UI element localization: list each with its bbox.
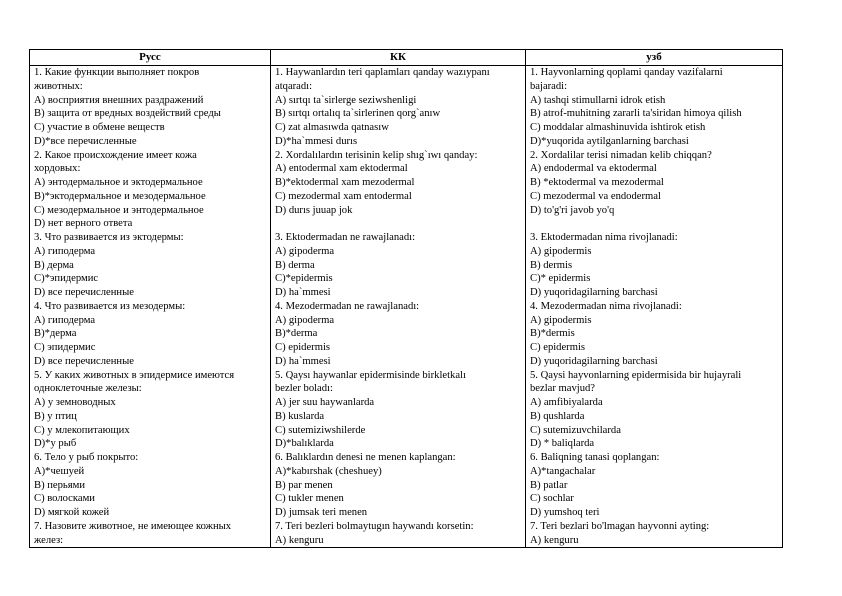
text-line: B) atrof-muhitning zararli ta'siridan himoya qilish — [530, 108, 742, 120]
text-line: С) эпидермис — [34, 342, 96, 353]
text-line: 7. Teri bezleri bolmaytugın haywandı korsetin: — [275, 520, 474, 532]
text-line: B)*ektodermal xam mezodermal — [275, 177, 415, 188]
text-line: A) endodermal va ektodermal — [530, 163, 657, 175]
text-line: D) yuqoridagilarning barchasi — [530, 287, 658, 298]
text-line: C)*epidermis — [275, 273, 333, 285]
text-line: В)*дерма — [34, 328, 77, 340]
text-line: С) волосками — [34, 493, 95, 505]
text-line: А) гиподерма — [34, 314, 96, 326]
text-line: D) ha`mmesi — [275, 287, 331, 298]
header-row — [30, 50, 783, 66]
content-row — [30, 66, 783, 548]
header-karakalpak: КК — [271, 50, 526, 66]
text-line: D) ha`mmesi — [275, 355, 331, 367]
text-line: С) у млекопитающих — [34, 424, 130, 436]
text-line: C) sutemizuvchilarda — [530, 424, 621, 436]
text-line: A) tashqi stimullarni idrok etish — [530, 94, 666, 106]
text-line: 1. Какие функции выполняет покров — [34, 67, 200, 78]
text-line: D)*все перечисленные — [34, 135, 137, 147]
header-russian: Русс — [30, 50, 271, 66]
text-line: А)*чешуей — [34, 465, 85, 477]
text-line: D) durıs juuap jok — [275, 204, 353, 216]
text-line: 6. Balıklardın denesi ne menen kaplangan: — [275, 452, 456, 463]
text-line: 1. Hayvonlarning qoplami qanday vazifalarni — [530, 67, 723, 78]
text-line: 3. Ektodermadan ne rawajlanadı: — [275, 232, 416, 243]
text-line: C) tukler menen — [275, 493, 344, 505]
text-line: A) gipoderma — [275, 314, 335, 326]
text-line: D) все перечисленные — [34, 287, 134, 298]
text-line: D) нет верного ответа — [34, 218, 133, 230]
text-line: D) to'g'ri javob yo'q — [530, 204, 615, 216]
text-line: C) sochlar — [530, 493, 574, 505]
uzbek-column — [526, 66, 783, 548]
text-line: D)*ha`mmesi durıs — [275, 135, 358, 147]
text-line: bezlar mavjud? — [530, 383, 596, 395]
text-line: B) *ektodermal va mezodermal — [530, 177, 664, 188]
text-line — [275, 217, 521, 231]
text-line: хордовых: — [34, 163, 81, 175]
text-line: D) мягкой кожей — [34, 507, 110, 518]
text-line: 2. Какое происхождение имеет кожа — [34, 149, 197, 161]
text-line: B) patlar — [530, 479, 568, 491]
text-line: В) у птиц — [34, 410, 77, 422]
text-line: A)*kabırshak (cheshuey) — [275, 465, 382, 477]
text-line: А) у земноводных — [34, 397, 116, 408]
text-line: А) энтодермальное и эктодермальное — [34, 177, 203, 188]
text-line: D) * baliqlarda — [530, 438, 595, 450]
text-line: C)* epidermis — [530, 273, 591, 285]
text-line: C) epidermis — [530, 342, 586, 353]
text-line: A) gipodermis — [530, 314, 592, 326]
text-line: С) участие в обмене веществ — [34, 122, 165, 133]
text-line: A) jer suu haywanlarda — [275, 397, 375, 408]
text-line: В) дерма — [34, 259, 74, 271]
text-line: В) перьями — [34, 479, 85, 491]
quiz-table — [29, 49, 783, 548]
text-line: bezler boladı: — [275, 383, 333, 395]
text-line: 3. Ektodermadan nima rivojlanadi: — [530, 232, 678, 243]
text-line: A) gipoderma — [275, 245, 335, 257]
text-line: 5. Qaysi hayvonlarning epidermisida bir hujayrali — [530, 369, 742, 381]
text-line: А) гиподерма — [34, 245, 96, 257]
text-line: C) moddalar almashinuvida ishtirok etish — [530, 122, 706, 133]
text-line: atqaradı: — [275, 80, 313, 92]
russian-column — [30, 66, 271, 548]
text-line: A)*tangachalar — [530, 465, 596, 477]
text-line: A) sırtqı ta`sirlerge seziwshenligi — [275, 94, 417, 106]
text-line: 6. Тело у рыб покрыто: — [34, 452, 139, 463]
text-line: D) jumsak teri menen — [275, 507, 368, 518]
text-line: B) derma — [275, 259, 315, 271]
text-line: В)*эктодермальное и мезодермальное — [34, 190, 206, 202]
text-line: D) все перечисленные — [34, 355, 134, 367]
text-line: 4. Mezodermadan nima rivojlanadi: — [530, 300, 682, 312]
text-line: B) par menen — [275, 479, 333, 491]
text-line: A) gipodermis — [530, 245, 592, 257]
text-line: D)*yuqorida aytilganlarning barchasi — [530, 135, 689, 147]
text-line: C) epidermis — [275, 342, 331, 353]
text-line: B)*derma — [275, 328, 318, 340]
text-line: B) kuslarda — [275, 410, 325, 422]
text-line: bajaradi: — [530, 80, 568, 92]
text-line: 7. Назовите животное, не имеющее кожных — [34, 520, 232, 532]
text-line: 6. Baliqning tanasi qoplangan: — [530, 452, 660, 463]
text-line: 4. Что развивается из мезодермы: — [34, 300, 186, 312]
text-line: A) entodermal xam ektodermal — [275, 163, 408, 175]
text-line: A) kenguru — [275, 534, 324, 546]
text-line: С) мезодермальное и энтодермальное — [34, 204, 204, 216]
text-line: 5. Qaysı haywanlar epidermisinde birkletkalı — [275, 369, 466, 381]
text-line: 7. Teri bezlari bo'lmagan hayvonni ayting: — [530, 520, 710, 532]
karakalpak-column — [271, 66, 526, 548]
text-line: A) amfibiyalarda — [530, 397, 603, 408]
text-line: D)*balıklarda — [275, 438, 334, 450]
text-line: 2. Xordalilar terisi nimadan kelib chiqqan? — [530, 149, 712, 161]
text-line: C) mezodermal xam entodermal — [275, 190, 412, 202]
text-line: B) dermis — [530, 259, 573, 271]
text-line: 3. Что развивается из эктодермы: — [34, 232, 184, 243]
text-line: желез: — [34, 534, 64, 546]
text-line: B) qushlarda — [530, 410, 585, 422]
text-line: В) защита от вредных воздействий среды — [34, 108, 221, 120]
text-line: B) sırtqı ortalıq ta`sirlerinen qorg`anıw — [275, 108, 441, 120]
text-line: 5. У каких животных в эпидермисе имеются — [34, 369, 235, 381]
text-line: A) kenguru — [530, 534, 579, 546]
text-line: животных: — [34, 80, 83, 92]
text-line: D) yuqoridagilarning barchasi — [530, 355, 658, 367]
text-line: А) восприятия внешних раздражений — [34, 94, 204, 106]
text-line — [530, 217, 778, 231]
text-line: D)*у рыб — [34, 438, 77, 450]
header-uzbek: узб — [526, 50, 783, 66]
text-line: С)*эпидермис — [34, 273, 99, 285]
text-line: 2. Xordalılardın terisinin kelip shıg`ıwı qanday: — [275, 149, 478, 161]
text-line: C) zat almasıwda qatnasıw — [275, 122, 389, 133]
text-line: B)*dermis — [530, 328, 575, 340]
text-line: C) sutemiziwshilerde — [275, 424, 366, 436]
text-line: C) mezodermal va endodermal — [530, 190, 661, 202]
text-line: одноклеточные железы: — [34, 383, 142, 395]
text-line: 4. Mezodermadan ne rawajlanadı: — [275, 300, 420, 312]
text-line: 1. Haywanlardın teri qaplamları qanday wazıypanı — [275, 67, 490, 78]
text-line: D) yumshoq teri — [530, 507, 600, 518]
